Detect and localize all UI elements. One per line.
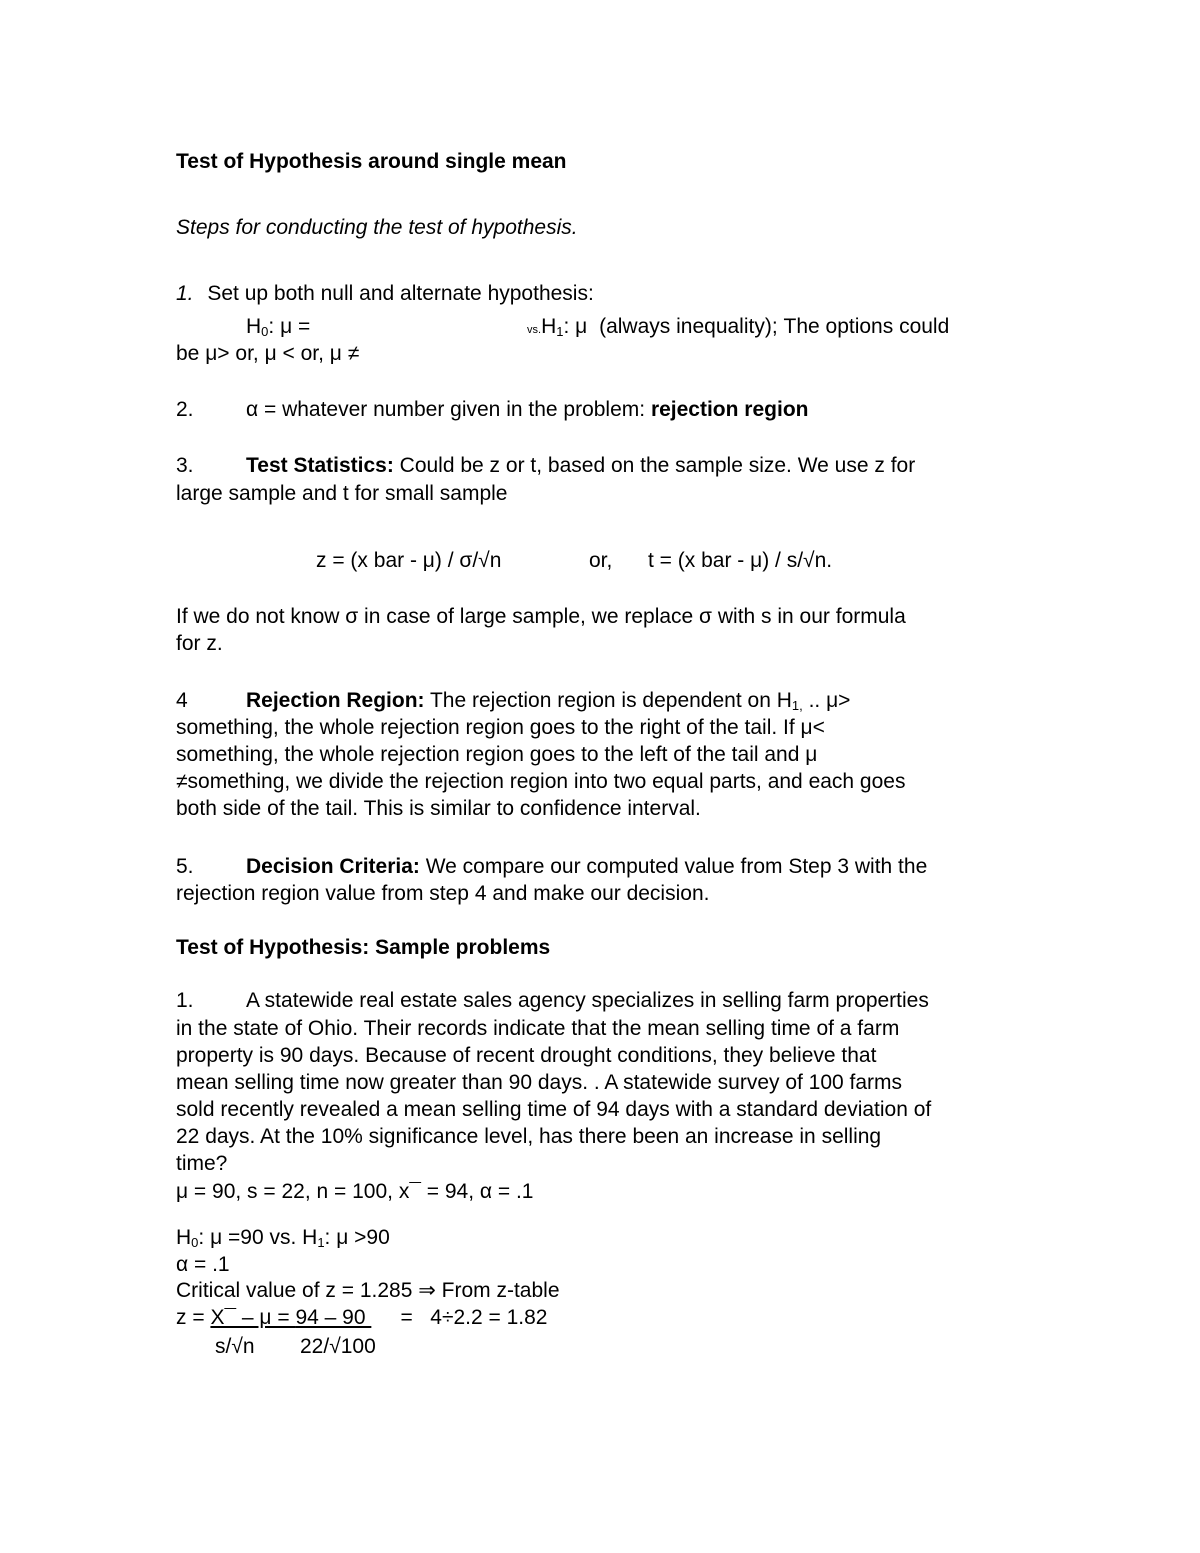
p1-h0-subscript: 0	[191, 1235, 199, 1250]
step-4-bold: Rejection Region:	[246, 689, 425, 712]
subtitle: Steps for conducting the test of hypothesis.	[176, 216, 578, 239]
step-1-number: 1.	[176, 282, 194, 305]
step-2-bold: rejection region	[650, 398, 809, 421]
formula-z: z = (x bar - μ) / σ/√n	[316, 549, 502, 572]
h0-subscript: 0	[261, 324, 269, 339]
step-3-text: Could be z or t, based on the sample size. We use z for	[393, 454, 916, 477]
problem-1-number: 1.	[176, 989, 194, 1012]
h1-equation: : μ	[563, 315, 588, 338]
step-5-line	[176, 854, 927, 880]
step-1-line	[176, 281, 594, 307]
step-3-line	[176, 453, 915, 479]
p1-h0-equation: : μ =90 vs. H	[198, 1226, 318, 1249]
step-4-line-3: something, the whole rejection region goes to the left of the tail and μ	[176, 743, 818, 766]
step-4-h1: H	[776, 689, 792, 712]
step-4-line-2: something, the whole rejection region goes to the right of the tail. If μ<	[176, 716, 825, 739]
step-1-alternate	[527, 314, 949, 345]
step-3-number: 3.	[176, 454, 194, 477]
z-equals: =	[271, 1306, 296, 1329]
h0-label: H	[246, 315, 262, 338]
h1-note: (always inequality); The options could	[599, 315, 950, 338]
step-1-text: Set up both null and alternate hypothesis:	[207, 282, 594, 305]
step-3-note-2: for z.	[176, 632, 223, 655]
problem-1-critical: Critical value of z = 1.285 ⇒ From z-table	[176, 1279, 560, 1302]
step-5-number: 5.	[176, 855, 194, 878]
problem-1-text: A statewide real estate sales agency specializes in selling farm properties	[246, 989, 929, 1012]
problem-1-alpha: α = .1	[176, 1253, 230, 1276]
z-denominator-symbolic: s/√n	[215, 1335, 255, 1358]
formula-or: or,	[589, 549, 613, 572]
vs-label: vs.	[527, 324, 542, 336]
problem-1-givens: μ = 90, s = 22, n = 100, x¯ = 94, α = .1	[176, 1180, 534, 1203]
problem-1-line-7: time?	[176, 1152, 228, 1175]
p1-h0-label: H	[176, 1226, 192, 1249]
problem-1-line-5: sold recently revealed a mean selling time of 94 days with a standard deviation of	[176, 1098, 932, 1121]
step-2-line	[176, 397, 808, 423]
step-2-text: α = whatever number given in the problem:	[246, 398, 651, 421]
formula-t: t = (x bar - μ) / s/√n.	[648, 549, 833, 572]
h1-label: H	[541, 315, 557, 338]
samples-title: Test of Hypothesis: Sample problems	[176, 936, 551, 959]
p1-h1-equation: : μ >90	[324, 1226, 390, 1249]
z-numerator-values: 94 – 90	[295, 1306, 372, 1329]
z-denominator-values: 22/√100	[300, 1335, 376, 1358]
step-4-number: 4	[176, 689, 188, 712]
h0-equation: : μ =	[268, 315, 311, 338]
problem-1-line-3: property is 90 days. Because of recent drought conditions, they believe that	[176, 1044, 877, 1067]
step-5-cont: rejection region value from step 4 and make our decision.	[176, 882, 710, 905]
step-4-text: The rejection region is dependent on	[424, 689, 777, 712]
problem-1-z-formula	[176, 1305, 548, 1331]
step-2-number: 2.	[176, 398, 194, 421]
p1-h1-subscript: 1	[317, 1235, 325, 1250]
step-5-bold: Decision Criteria:	[246, 855, 420, 878]
h1-subscript: 1	[556, 324, 564, 339]
step-5-text: We compare our computed value from Step 3 with the	[419, 855, 928, 878]
step-1-options: be μ> or, μ < or, μ ≠	[176, 342, 360, 365]
problem-1-line-4: mean selling time now greater than 90 days. . A statewide survey of 100 farms	[176, 1071, 903, 1094]
z-lead: z =	[176, 1306, 211, 1329]
step-3-bold: Test Statistics:	[246, 454, 394, 477]
problem-1-line-6: 22 days. At the 10% significance level, has there been an increase in selling	[176, 1125, 882, 1148]
step-4-h1-subscript: 1,	[791, 698, 803, 713]
z-numerator-symbolic: X¯ – μ	[210, 1306, 272, 1329]
step-4-line-4: ≠something, we divide the rejection region into two equal parts, and each goes	[176, 770, 906, 793]
step-4-line-5: both side of the tail. This is similar to confidence interval.	[176, 797, 701, 820]
problem-1-line-2: in the state of Ohio. Their records indicate that the mean selling time of a farm	[176, 1017, 900, 1040]
z-result: = 4÷2.2 = 1.82	[371, 1306, 548, 1329]
step-3-note-1: If we do not know σ in case of large sample, we replace σ with s in our formula	[176, 605, 906, 628]
page-title: Test of Hypothesis around single mean	[176, 150, 567, 173]
step-4-tail: .. μ>	[802, 689, 851, 712]
problem-1-line-1	[176, 988, 929, 1014]
step-3-cont: large sample and t for small sample	[176, 482, 508, 505]
